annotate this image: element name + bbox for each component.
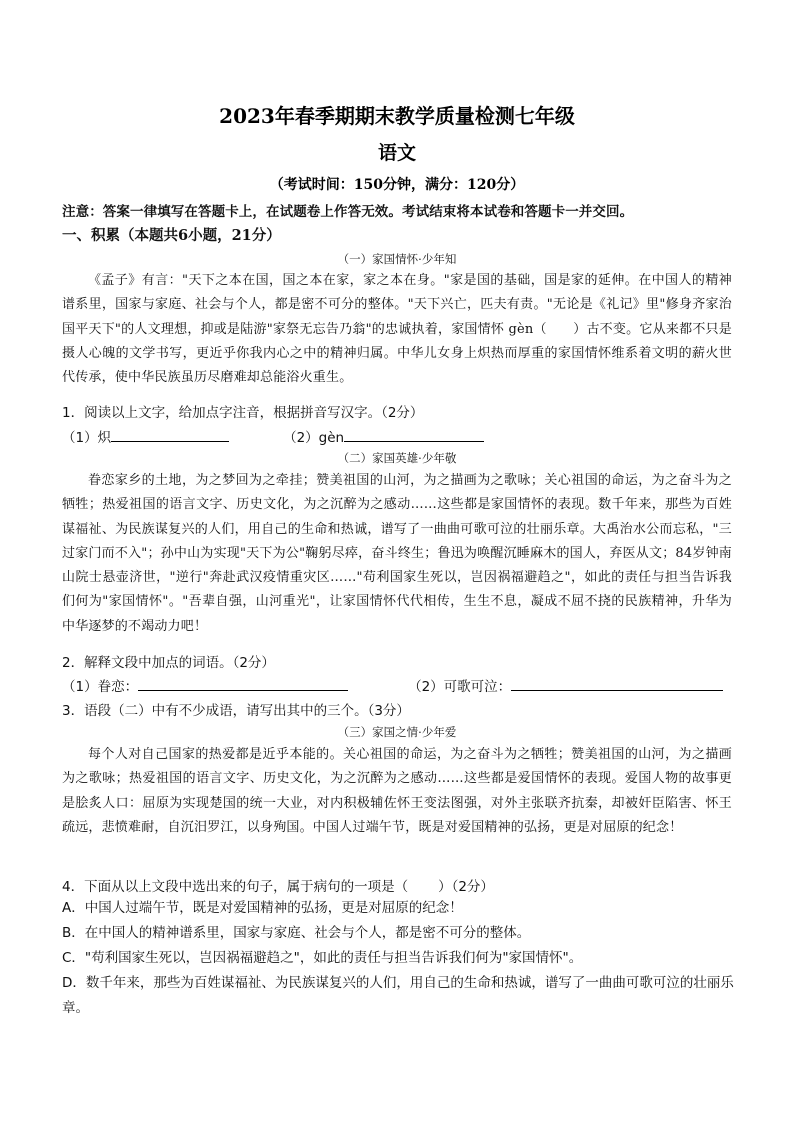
q1-part1-label: （1）炽 bbox=[62, 430, 112, 446]
q2-part2-label: （2）可歌可泣： bbox=[408, 679, 512, 695]
q2-answer-blank-1[interactable] bbox=[138, 675, 348, 691]
q2-answer-blank-2[interactable] bbox=[511, 675, 723, 691]
q2-part1-label: （1）眷恋： bbox=[62, 679, 139, 695]
exam-time-info: （考试时间：150分钟，满分：120分） bbox=[269, 177, 525, 193]
passage1-text: 《孟子》有言："天下之本在国，国之本在家，家之本在身。"家是国的基础，国是家的延伸。在中国人的精神谱系里，国家与家庭、社会与个人，都是密不可分的整体。"天下兴亡，匹夫有责。"无论是《礼记》里"修身齐家治国平天下"的人文理想，抑或是陆游"家祭无忘告乃翁"的忠诚执着，家国情怀 gèn（ ）古不变。它从来都不只是摄人心魄的文学书写，更近乎你我内心之中的精神归属。中华儿女身上炽热而厚重的家国情怀维系着文明的薪火世代传承，使中华民族虽历尽磨难却总能浴火重生。 bbox=[62, 273, 732, 386]
question-4-option-d[interactable]: D．数千年来，那些为百姓谋福祉、为民族谋复兴的人们，用自己的生命和热诚，谱写了一曲曲可歌可泣的壮丽乐章。 bbox=[62, 975, 734, 1016]
question-1-stem: 1．阅读以上文字，给加点字注音，根据拼音写汉字。（2分） bbox=[62, 405, 424, 421]
exam-title: 2023年春季期期末教学质量检测七年级 bbox=[219, 104, 575, 128]
exam-notice: 注意：答案一律填写在答题卡上，在试题卷上作答无效。考试结束将本试卷和答题卡一并交回。 bbox=[62, 204, 634, 220]
passage3-subtitle: （三）家国之情·少年爱 bbox=[337, 725, 457, 739]
question-4-stem: 4．下面从以上文段中选出来的句子，属于病句的一项是（ ）（2分） bbox=[62, 879, 494, 895]
subject-title: 语文 bbox=[377, 142, 416, 164]
passage3-text: 每个人对自己国家的热爱都是近乎本能的。关心祖国的命运，为之奋斗为之牺牲；赞美祖国的山河，为之描画为之歌咏；热爱祖国的语言文字、历史文化，为之沉醉为之感动……这些都是爱国情怀的表现。爱国人物的故事更是脍炙人口：屈原为实现楚国的统一大业，对内积极辅佐怀王变法图强，对外主张联齐抗秦，却被奸臣陷害、怀王疏远，悲愤难耐，自沉汨罗江，以身殉国。中国人过端午节，既是对爱国精神的弘扬，更是对屈原的纪念！ bbox=[62, 747, 732, 835]
passage2-subtitle: （二）家国英雄·少年敬 bbox=[337, 451, 457, 465]
question-1-parts bbox=[62, 426, 484, 446]
question-4-option-c[interactable]: C．"苟利国家生死以，岂因祸福避趋之"，如此的责任与担当告诉我们何为"家国情怀"。 bbox=[62, 950, 583, 966]
question-4-option-b[interactable]: B．在中国人的精神谱系里，国家与家庭、社会与个人，都是密不可分的整体。 bbox=[62, 925, 531, 941]
passage1-subtitle: （一）家国情怀·少年知 bbox=[337, 252, 457, 266]
question-2-stem: 2．解释文段中加点的词语。（2分） bbox=[62, 655, 275, 671]
q1-part2-label: （2）gèn bbox=[283, 430, 345, 446]
q1-answer-blank-1[interactable] bbox=[111, 426, 229, 442]
q1-answer-blank-2[interactable] bbox=[344, 426, 484, 442]
question-3-stem: 3．语段（二）中有不少成语，请写出其中的三个。（3分） bbox=[62, 703, 410, 719]
question-2-parts bbox=[62, 675, 723, 695]
section-heading: 一、积累（本题共6小题，21分） bbox=[62, 227, 281, 244]
passage2-text: 眷恋家乡的土地，为之梦回为之牵挂；赞美祖国的山河，为之描画为之歌咏；关心祖国的命运，为之奋斗为之牺牲；热爱祖国的语言文字、历史文化，为之沉醉为之感动……这些都是家国情怀的表现。数千年来，那些为百姓谋福祉、为民族谋复兴的人们，用自己的生命和热诚，谱写了一曲曲可歌可泣的壮丽乐章。大禹治水公而忘私，"三过家门而不入"；孙中山为实现"天下为公"鞠躬尽瘁，奋斗终生；鲁迅为唤醒沉睡麻木的国人，弃医从文；84岁钟南山院士悬壶济世，"逆行"奔赴武汉疫情重灾区……"苟利国家生死以，岂因祸福避趋之"，如此的责任与担当告诉我们何为"家国情怀"。"吾辈自强，山河重光"，让家国情怀代代相传，生生不息，凝成不屈不挠的民族精神，升华为中华逐梦的不竭动力吧！ bbox=[62, 473, 732, 634]
question-4-option-a[interactable]: A．中国人过端午节，既是对爱国精神的弘扬，更是对屈原的纪念！ bbox=[62, 900, 463, 916]
